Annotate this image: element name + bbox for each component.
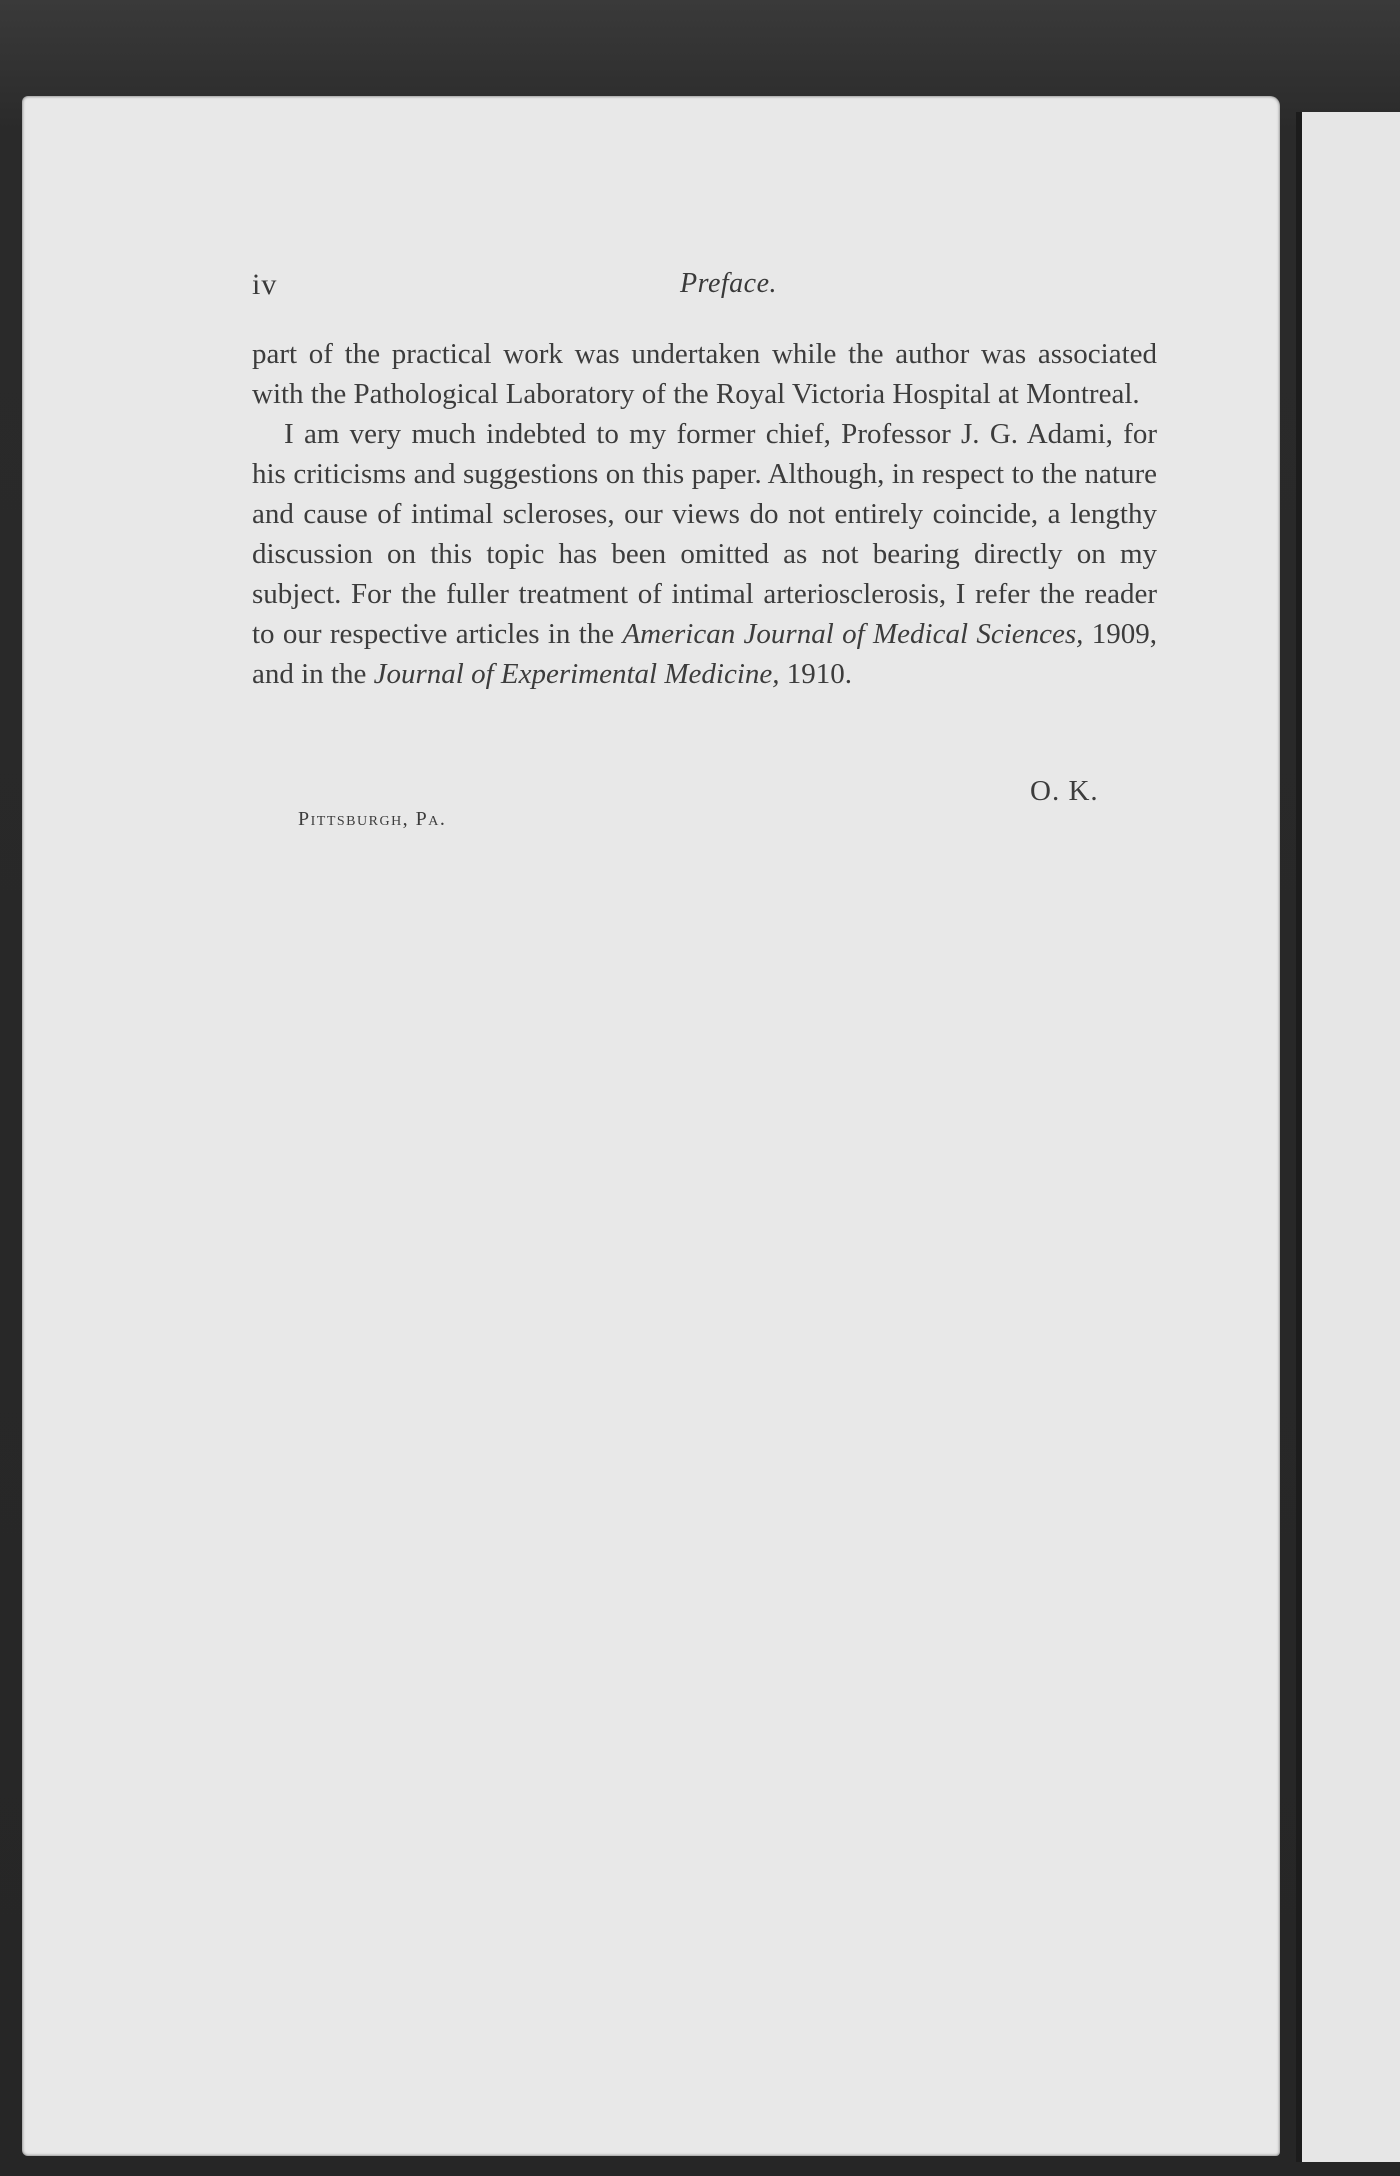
running-title: Preface. <box>680 268 778 299</box>
preface-body <box>252 334 1157 694</box>
paragraph-2 <box>252 414 1157 694</box>
page-number: iv <box>252 268 278 301</box>
paragraph-text: I am very much indebted to my former chief, Professor J. G. Adami, for his criticisms and suggestions on this paper. Although, in respect to the nature and cause of intimal scleroses, our views do not entirely coincide, a lengthy discussion on this topic has been omitted as not bearing directly on my subject. For the fuller treatment of intimal arteriosclerosis, I refer the reader to our respective articles in the <box>252 418 1157 650</box>
paragraph-text: 1909, and in the <box>252 618 1158 690</box>
author-initials: O. K. <box>1030 775 1099 807</box>
paragraph-1 <box>252 334 1157 414</box>
place-line: Pittsburgh, Pa. <box>298 808 447 830</box>
adjacent-page-edge <box>1296 112 1400 2162</box>
journal-title-text: Journal of Experimental Medicine, <box>373 658 780 690</box>
paragraph-text: part of the practical work was undertaken while the author was associated with the Pathological Laboratory of the Royal Victoria Hospital at Montreal. <box>252 338 1157 410</box>
journal-title-text: American Journal of Medical Sciences, <box>622 618 1084 650</box>
paragraph-text: 1910. <box>779 658 852 690</box>
running-head <box>252 268 1152 308</box>
